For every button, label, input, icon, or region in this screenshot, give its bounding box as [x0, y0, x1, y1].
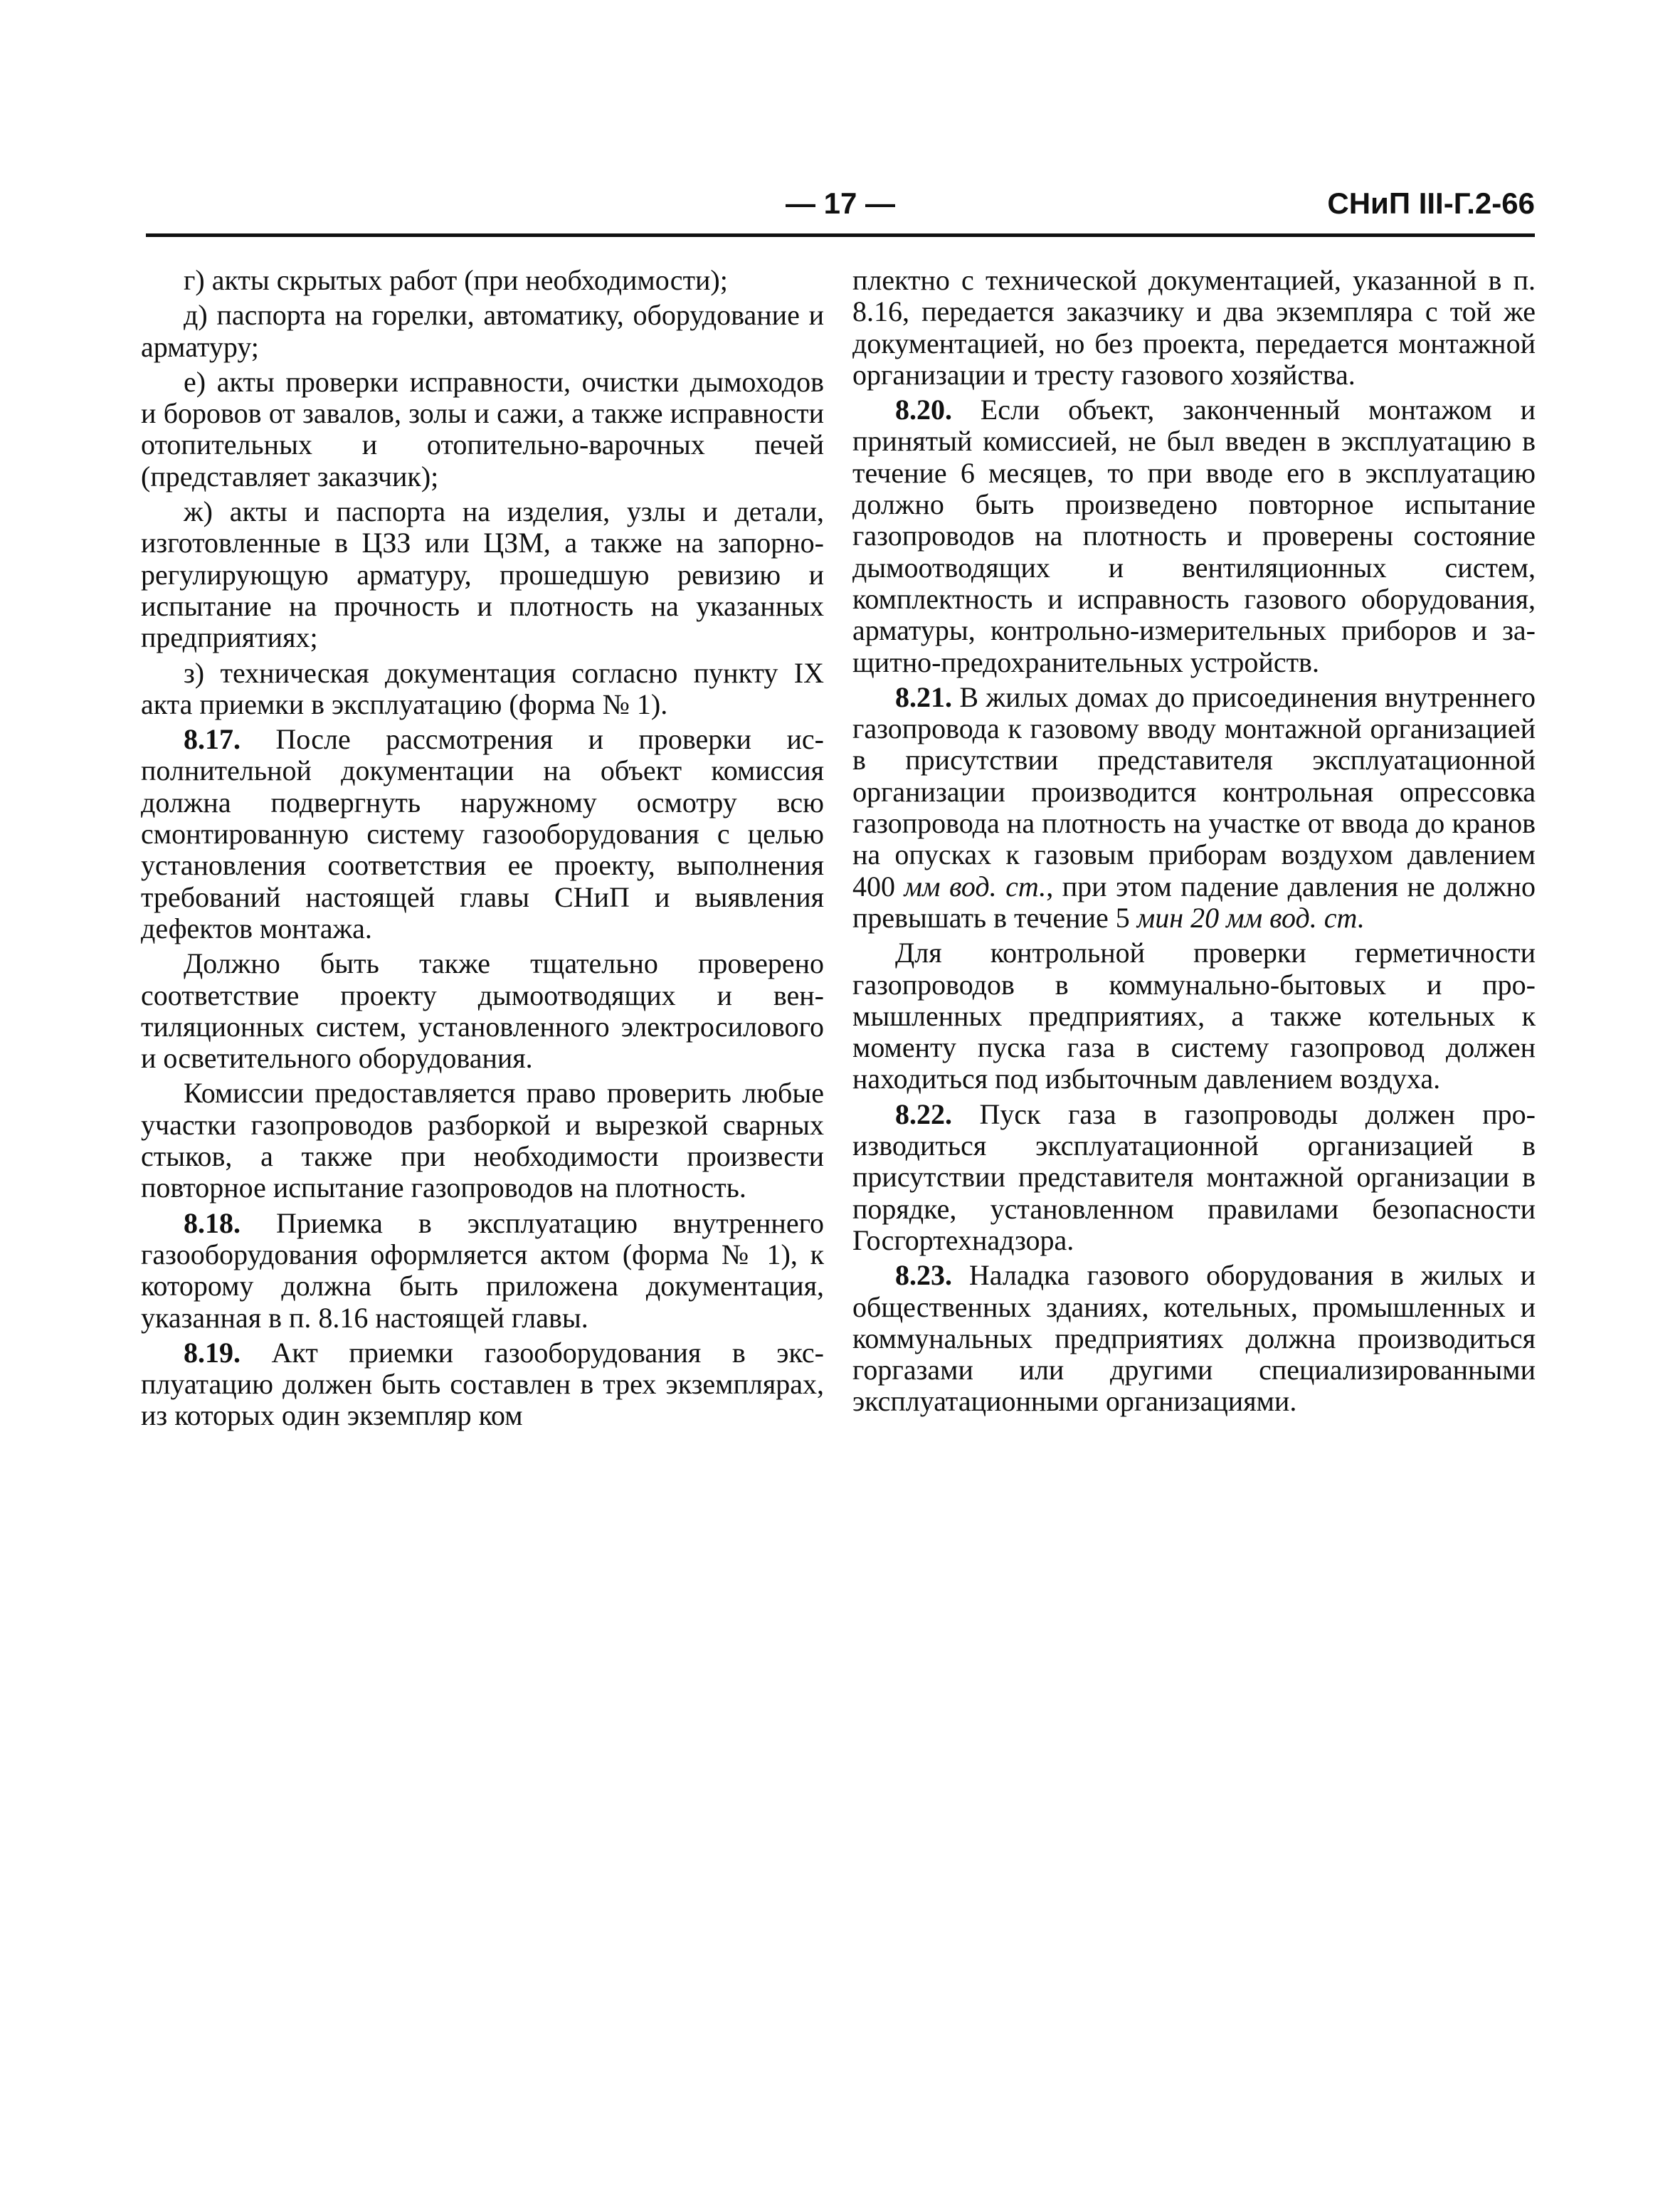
- clause-number: 8.22.: [895, 1097, 952, 1130]
- item-d: д) паспорта на горелки, автоматику, оборудование и арматуру;: [141, 299, 824, 363]
- item-z: з) техническая документация согласно пункту IX акта приемки в эксплуатацию (форма № 1).: [141, 656, 824, 720]
- clause-8-18: [141, 1208, 824, 1334]
- page-header: [146, 186, 1535, 237]
- clause-text: Пуск газа в газопроводы должен производиться эксплуатационной организацией в присутствии представителя монтажной организации в порядке, установленном правилами безопасности Госгортехнадзора.: [852, 1097, 1536, 1256]
- clause-text: В жилых домах до присоединения внутреннего газопровода к газовому вводу монтажной организацией в присутствии представителя эксплуатационной организации производится контрольная опрессовка газопровода на плотность на участке от ввода до кранов на опусках к газовым приборам воздухом давлением 400: [852, 680, 1536, 902]
- clause-number: 8.17.: [184, 723, 241, 756]
- page-number: — 17 —: [785, 186, 896, 220]
- clause-8-23: [852, 1260, 1536, 1417]
- clause-8-17-para-2: Должно быть также тщательно проверено соответствие проекту дымоотводящих и вентиляционных систем, установленного электросилового и осветительного оборудования.: [141, 947, 824, 1075]
- clause-text: Акт приемки газооборудования в эксплуатацию должен быть составлен в трех экземплярах, из которых один экземпляр ком: [141, 1336, 824, 1432]
- clause-text-cont: , при этом падение давления не должно превышать в течение 5: [852, 870, 1536, 934]
- clause-8-20: [852, 394, 1536, 678]
- unit-mm-water: мм вод. ст.: [904, 870, 1047, 902]
- document-code: СНиП III-Г.2-66: [1327, 186, 1535, 220]
- clause-number: 8.21.: [895, 680, 952, 713]
- clause-number: 8.23.: [895, 1259, 952, 1292]
- clause-8-21: [852, 682, 1536, 934]
- clause-text: Если объект, законченный монтажом и принятый комиссией, не был введен в эксплуатацию в течение 6 месяцев, то при вводе его в эксплуатацию должно быть произведено повторное испытание газопроводов на плотность и проверены состояние дымоотводящих и вентиляционных систем, комплектность и исправность газового оборудования, арматуры, контрольно-измерительных приборов и защитно-предохранительных устройств.: [852, 394, 1536, 678]
- clause-8-19: [141, 1337, 824, 1432]
- right-column: [852, 265, 1536, 1421]
- clause-8-17-para-3: Комиссии предоставляется право проверить любые участки газопроводов разборкой и вырезкой сварных стыков, а также при необходимости произвести повторное испытание газопроводов на плотность.: [141, 1077, 824, 1204]
- clause-text: Наладка газового оборудования в жилых и общественных зданиях, котельных, промышленных и коммунальных предприятиях должна производиться горгазами или другими специализированными эксплуатационными организациями.: [852, 1259, 1536, 1418]
- clause-text: После рассмотрения и проверки исполнительной документации на объект комиссия должна подвергнуть наружному осмотру всю смонтированную систему газооборудования с целью установления соответствия ее проекту, выполнения требований настоящей главы СНиП и выявления дефектов монтажа.: [141, 723, 824, 944]
- clause-8-21-para-2: Для контрольной проверки герметичности газопроводов в коммунально-бытовых и промышленных предприятиях, а также котельных к моменту пуска газа в систему газопровод должен находиться под избыточным давлением воздуха.: [852, 937, 1536, 1095]
- clause-text: Приемка в эксплуатацию внутреннего газооборудования оформляется актом (форма № 1), к которому должна быть приложена документация, указанная в п. 8.16 настоящей главы.: [141, 1206, 824, 1334]
- clause-number: 8.18.: [184, 1206, 241, 1239]
- unit-min-mm-water: мин 20 мм вод. ст.: [1136, 901, 1365, 934]
- clause-number: 8.20.: [895, 394, 952, 426]
- left-column: [141, 265, 824, 1436]
- clause-8-17: [141, 724, 824, 944]
- item-e: е) акты проверки исправности, очистки дымоходов и боровов от завалов, золы и сажи, а также исправности отопительных и отопительно-варочных печей (представляет заказчик);: [141, 365, 824, 493]
- clause-8-22: [852, 1099, 1536, 1256]
- item-g: г) акты скрытых работ (при необходимости);: [184, 264, 728, 296]
- item-zh: ж) акты и паспорта на изделия, узлы и детали, изготовленные в ЦЗЗ или ЦЗМ, а также на запорно-регулирующую арматуру, прошедшую ревизию и испытание на прочность и плотность на указанных предприятиях;: [141, 495, 824, 654]
- clause-8-19-continued: плектно с технической документацией, указанной в п. 8.16, передается заказчику и два экземпляра с той же документацией, но без проекта, передается монтажной организации и тресту газового хозяйства.: [852, 264, 1536, 391]
- clause-number: 8.19.: [184, 1336, 241, 1369]
